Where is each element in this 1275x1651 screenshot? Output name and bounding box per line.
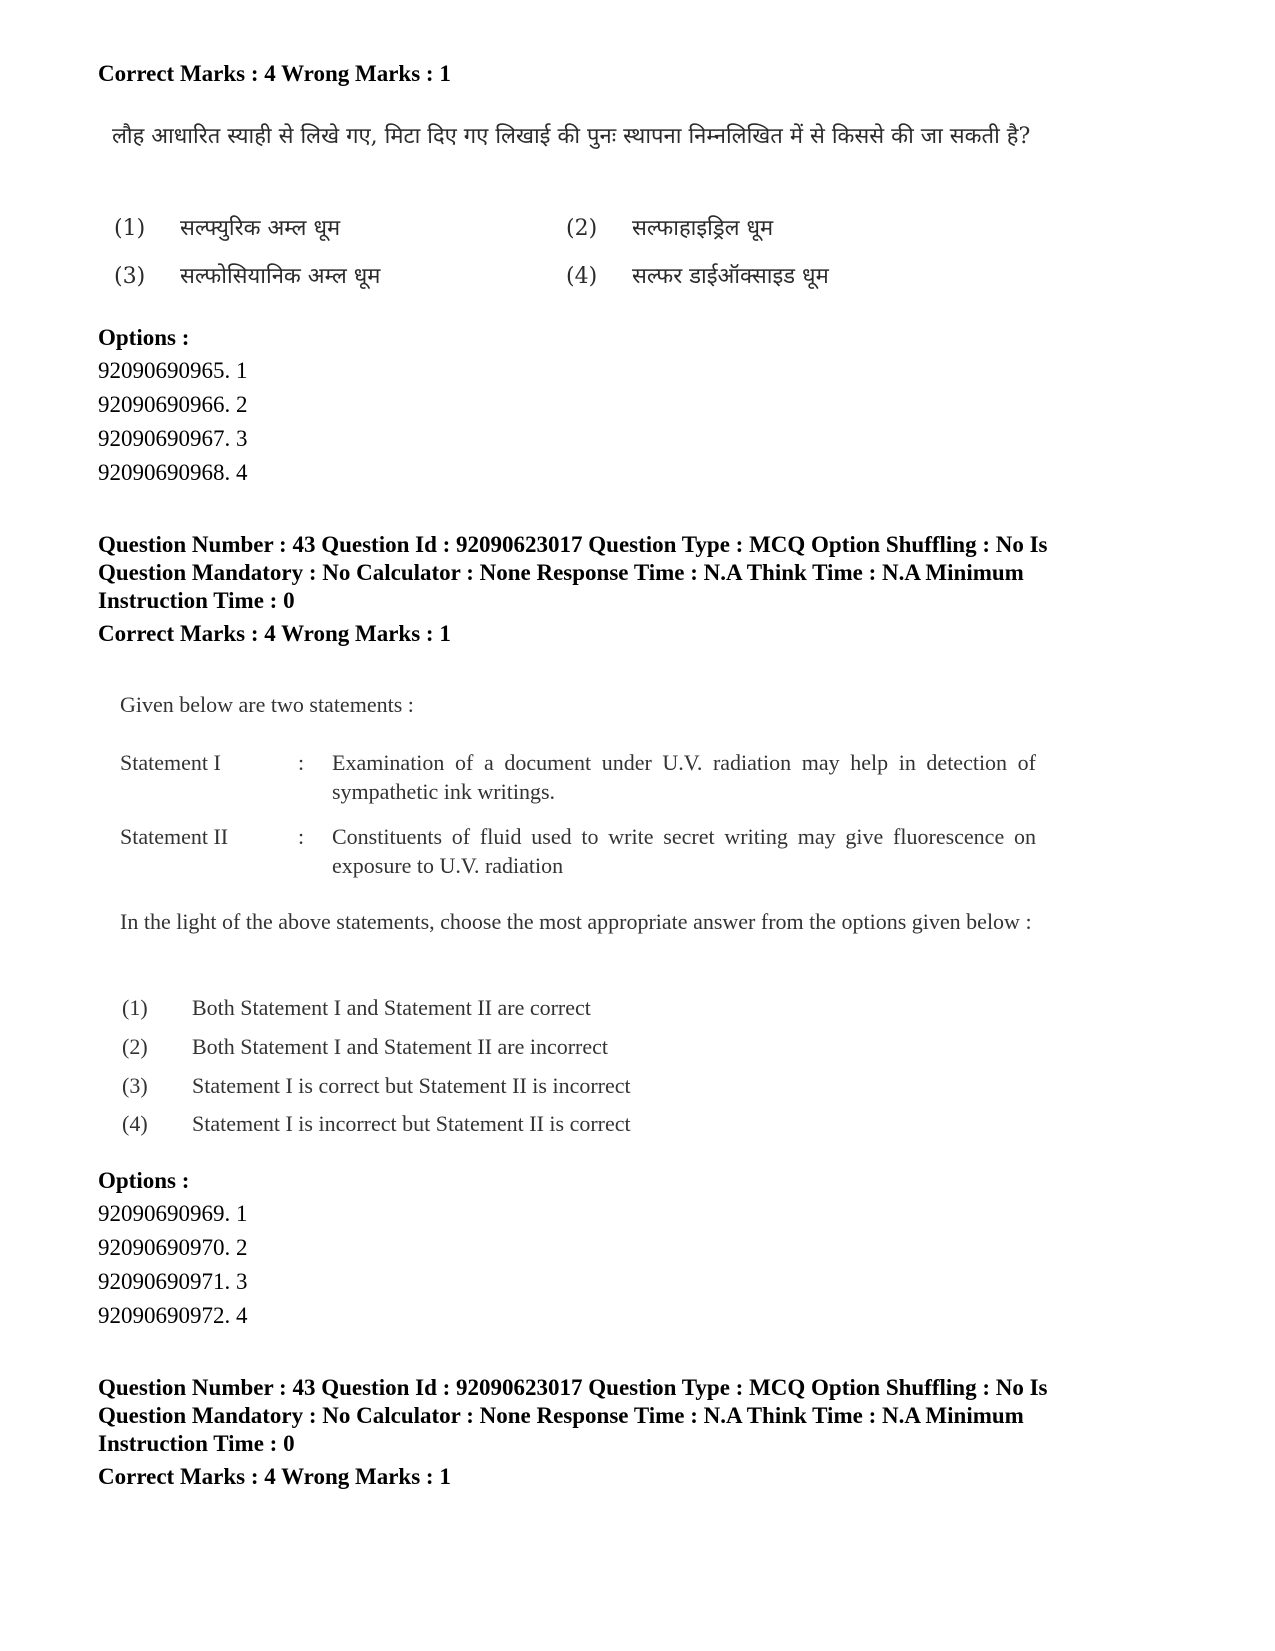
answer-option-text: Both Statement I and Statement II are incorrect bbox=[192, 1034, 609, 1059]
answer-option-number: (1) bbox=[122, 995, 148, 1020]
answer-option-1 bbox=[122, 993, 591, 1022]
answer-option-2 bbox=[122, 1032, 608, 1061]
statement-colon: : bbox=[298, 824, 305, 849]
options-heading: Options : bbox=[98, 1168, 190, 1193]
option-id-line: 92090690972. 4 bbox=[98, 1303, 248, 1328]
answer-option-number: (4) bbox=[122, 1111, 148, 1136]
hindi-question-text: लौह आधारित स्याही से लिखे गए, मिटा दिए गए लिखाई की पुनः स्थापना निम्नलिखित में से किससे की जा सकती है? bbox=[112, 124, 1031, 149]
correct-marks-line: Correct Marks : 4 Wrong Marks : 1 bbox=[98, 61, 451, 86]
statement-label: Statement I bbox=[120, 750, 221, 775]
hindi-option-1 bbox=[114, 214, 340, 244]
statement-text: Examination of a document under U.V. radiation may help in detection of sympathetic ink writings. bbox=[332, 750, 1036, 804]
option-id-line: 92090690967. 3 bbox=[98, 426, 248, 451]
hindi-option-3 bbox=[114, 262, 380, 292]
question-intro: Given below are two statements : bbox=[120, 692, 414, 717]
option-id-line: 92090690970. 2 bbox=[98, 1235, 248, 1260]
answer-option-text: Statement I is incorrect but Statement II is correct bbox=[192, 1111, 631, 1136]
option-id-line: 92090690971. 3 bbox=[98, 1269, 248, 1294]
question-instruction: In the light of the above statements, choose the most appropriate answer from the options given below : bbox=[120, 909, 1032, 934]
option-id-line: 92090690966. 2 bbox=[98, 392, 248, 417]
answer-option-number: (3) bbox=[122, 1073, 148, 1098]
hindi-option-text: सल्फर डाईऑक्साइड धूम bbox=[632, 264, 829, 289]
question-meta-line: Question Number : 43 Question Id : 92090623017 Question Type : MCQ Option Shuffling : No Is bbox=[98, 532, 1048, 557]
hindi-option-4 bbox=[566, 262, 829, 292]
hindi-option-text: सल्फोसियानिक अम्ल धूम bbox=[180, 264, 381, 289]
statement-colon: : bbox=[298, 750, 305, 775]
question-meta-line: Instruction Time : 0 bbox=[98, 1431, 295, 1456]
question-meta-line: Question Mandatory : No Calculator : None Response Time : N.A Think Time : N.A Minimum bbox=[98, 1403, 1024, 1428]
hindi-option-number: (3) bbox=[114, 264, 146, 289]
option-id-line: 92090690965. 1 bbox=[98, 358, 248, 383]
option-id-line: 92090690969. 1 bbox=[98, 1201, 248, 1226]
question-meta bbox=[98, 1374, 1158, 1458]
hindi-option-text: सल्फाहाइड्रिल धूम bbox=[632, 216, 774, 241]
question-meta-line: Question Mandatory : No Calculator : None Response Time : N.A Think Time : N.A Minimum bbox=[98, 560, 1024, 585]
question-meta-line: Question Number : 43 Question Id : 92090623017 Question Type : MCQ Option Shuffling : No Is bbox=[98, 1375, 1048, 1400]
hindi-option-number: (4) bbox=[566, 264, 598, 289]
option-id-line: 92090690968. 4 bbox=[98, 460, 248, 485]
statement-text: Constituents of fluid used to write secret writing may give fluorescence on exposure to U.V. radiation bbox=[332, 824, 1036, 878]
answer-option-4 bbox=[122, 1109, 631, 1138]
hindi-option-text: सल्फ्युरिक अम्ल धूम bbox=[180, 216, 341, 241]
answer-option-number: (2) bbox=[122, 1034, 148, 1059]
correct-marks-line: Correct Marks : 4 Wrong Marks : 1 bbox=[98, 1464, 451, 1489]
hindi-option-2 bbox=[566, 214, 773, 244]
correct-marks-line: Correct Marks : 4 Wrong Marks : 1 bbox=[98, 621, 451, 646]
answer-option-3 bbox=[122, 1071, 631, 1100]
answer-option-text: Statement I is correct but Statement II is incorrect bbox=[192, 1073, 631, 1098]
statement-label: Statement II bbox=[120, 824, 229, 849]
hindi-option-number: (1) bbox=[114, 216, 146, 241]
question-meta bbox=[98, 531, 1158, 615]
hindi-option-number: (2) bbox=[566, 216, 598, 241]
options-heading: Options : bbox=[98, 325, 190, 350]
question-meta-line: Instruction Time : 0 bbox=[98, 588, 295, 613]
answer-option-text: Both Statement I and Statement II are correct bbox=[192, 995, 591, 1020]
